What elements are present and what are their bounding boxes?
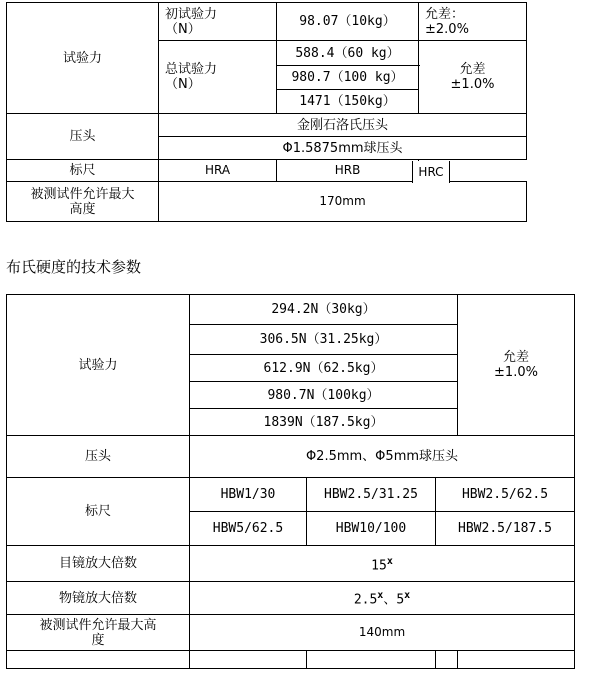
empty-cell — [190, 651, 307, 669]
indenter-value: Φ1.5875mm球压头 — [159, 137, 527, 160]
eyepiece-label: 目镜放大倍数 — [7, 546, 190, 582]
objective-unit-a: x — [377, 590, 384, 602]
initial-force-value: 98.07（10kg） — [277, 3, 419, 41]
total-force-value: 1471（150kg） — [277, 90, 419, 114]
initial-force-label: 初试验力 （N） — [159, 3, 277, 41]
scale-value-hrc-cell — [412, 161, 450, 183]
objective-label: 物镜放大倍数 — [7, 582, 190, 615]
eyepiece-unit: x — [386, 555, 393, 567]
scale-value: HRB — [277, 160, 419, 182]
brinell-max-height-label: 被测试件允许最大高 度 — [7, 615, 190, 651]
brinell-test-force-label: 试验力 — [7, 295, 190, 436]
brinell-tolerance: 允差 ±1.0% — [458, 295, 575, 436]
brinell-scale-value: HBW2.5/62.5 — [436, 478, 575, 512]
indenter-label: 压头 — [7, 114, 159, 160]
brinell-max-height-value: 140mm — [190, 615, 575, 651]
brinell-indenter-value: Φ2.5mm、Φ5mm球压头 — [190, 436, 575, 478]
empty-cell — [307, 651, 436, 669]
total-force-value: 588.4（60 kg） — [277, 41, 419, 66]
max-height-value: 170mm — [159, 182, 527, 222]
test-force-label: 试验力 — [7, 3, 159, 114]
brinell-scale-label: 标尺 — [7, 478, 190, 546]
rockwell-params-table — [6, 2, 527, 222]
brinell-scale-value: HBW2.5/31.25 — [307, 478, 436, 512]
empty-cell — [7, 651, 190, 669]
indenter-value: 金刚石洛氏压头 — [159, 114, 527, 137]
empty-cell — [458, 651, 575, 669]
eyepiece-value — [190, 546, 575, 582]
objective-number-b: 、5 — [383, 592, 405, 608]
brinell-caption: 布氏硬度的技术参数 — [6, 258, 142, 276]
objective-value — [190, 582, 575, 615]
objective-unit-b: x — [404, 590, 411, 602]
brinell-scale-value: HBW2.5/187.5 — [436, 512, 575, 546]
brinell-force-value: 306.5N（31.25kg） — [190, 325, 458, 355]
total-force-tolerance: 允差 ±1.0% — [419, 41, 527, 114]
brinell-force-value: 980.7N（100kg） — [190, 382, 458, 409]
brinell-scale-value: HBW10/100 — [307, 512, 436, 546]
eyepiece-number: 15 — [371, 558, 387, 574]
brinell-indenter-label: 压头 — [7, 436, 190, 478]
total-force-label: 总试验力 （N） — [159, 41, 277, 114]
brinell-force-value: 294.2N（30kg） — [190, 295, 458, 325]
brinell-scale-value: HBW5/62.5 — [190, 512, 307, 546]
scale-value: HRC — [418, 165, 444, 179]
scale-label: 标尺 — [7, 160, 159, 182]
max-height-label: 被测试件允许最大 高度 — [7, 182, 159, 222]
brinell-scale-value: HBW1/30 — [190, 478, 307, 512]
brinell-force-value: 1839N（187.5kg） — [190, 409, 458, 436]
initial-force-tolerance: 允差： ±2.0% — [419, 3, 527, 41]
brinell-force-value: 612.9N（62.5kg） — [190, 355, 458, 382]
scale-value: HRA — [159, 160, 277, 182]
empty-cell — [436, 651, 458, 669]
objective-number-a: 2.5 — [353, 592, 378, 608]
total-force-value: 980.7（100 kg） — [277, 66, 419, 90]
brinell-params-table — [6, 294, 575, 669]
